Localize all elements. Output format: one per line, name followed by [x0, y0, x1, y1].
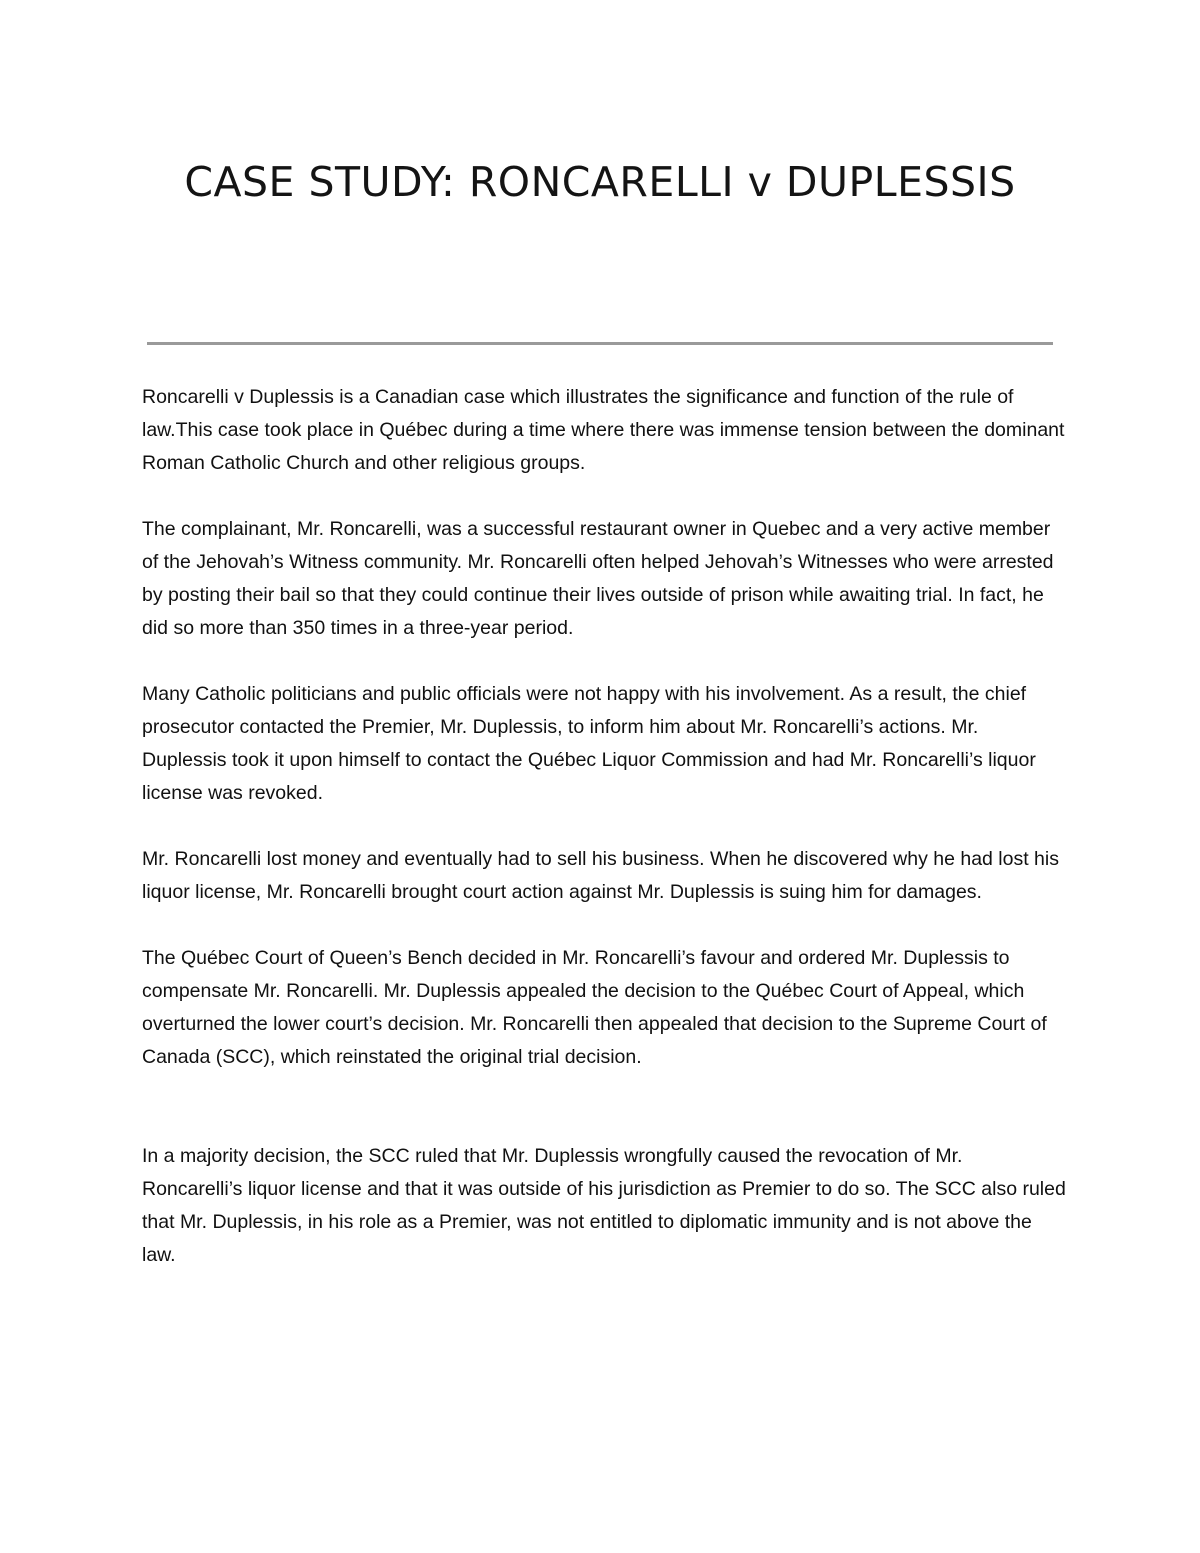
- page-title: CASE STUDY: RONCARELLI v DUPLESSIS: [184, 158, 1016, 206]
- paragraph-duplessis-actions: Many Catholic politicians and public officials were not happy with his involvement. As a result, the chief prosecutor contacted the Premier, Mr. Duplessis, to inform him about Mr. Roncarelli’s actions. Mr. Duplessis took it upon himself to contact the Québec Liquor Commission and had Mr. Roncarelli’s liquor license was revoked.: [142, 683, 1036, 804]
- paragraph-complainant: The complainant, Mr. Roncarelli, was a successful restaurant owner in Quebec and a very active member of the Jehovah’s Witness community. Mr. Roncarelli often helped Jehovah’s Witnesses who were arrested by posting their bail so that they could continue their lives outside of prison while awaiting trial. In fact, he did so more than 350 times in a three-year period.: [142, 518, 1054, 639]
- paragraph-court-action: Mr. Roncarelli lost money and eventually had to sell his business. When he discovered why he had lost his liquor license, Mr. Roncarelli brought court action against Mr. Duplessis is suing him for damages.: [142, 848, 1059, 903]
- title-divider: [147, 342, 1053, 345]
- document-body: [142, 381, 1067, 1272]
- paragraph-scc-ruling: In a majority decision, the SCC ruled that Mr. Duplessis wrongfully caused the revocation of Mr. Roncarelli’s liquor license and that it was outside of his jurisdiction as Premier to do so. The SCC also ruled that Mr. Duplessis, in his role as a Premier, was not entitled to diplomatic immunity and is not above the law.: [142, 1145, 1066, 1266]
- paragraph-intro: Roncarelli v Duplessis is a Canadian case which illustrates the significance and function of the rule of law.This case took place in Québec during a time where there was immense tension between the dominant Roman Catholic Church and other religious groups.: [142, 386, 1065, 474]
- paragraph-appeals: The Québec Court of Queen’s Bench decided in Mr. Roncarelli’s favour and ordered Mr. Duplessis to compensate Mr. Roncarelli. Mr. Duplessis appealed the decision to the Québec Court of Appeal, which overturned the lower court’s decision. Mr. Roncarelli then appealed that decision to the Supreme Court of Canada (SCC), which reinstated the original trial decision.: [142, 947, 1047, 1068]
